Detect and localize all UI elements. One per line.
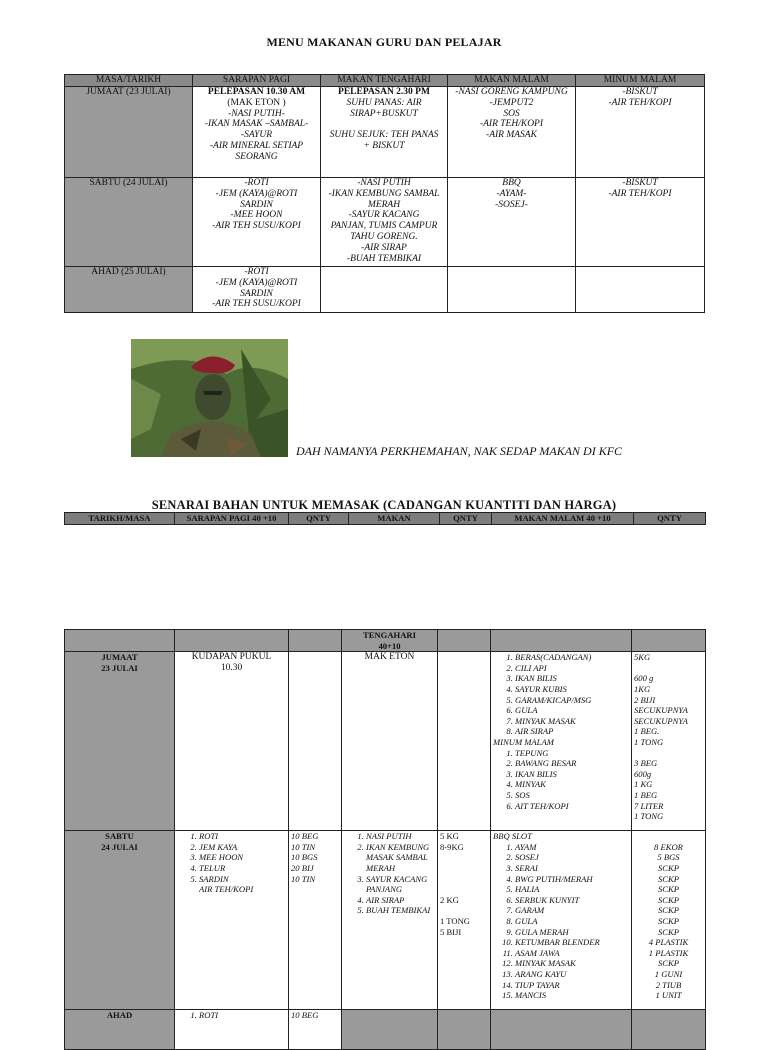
sarapan-line: 10.30 — [220, 662, 243, 673]
minum-item: 5. SOS — [515, 790, 629, 801]
menu-empty-cell — [448, 267, 576, 313]
menu-line: SOS — [503, 108, 520, 119]
date-line: 24 JULAI — [101, 841, 138, 852]
qty-line: SECUKUPNYA — [634, 705, 688, 716]
menu-row — [65, 267, 705, 313]
detail-empty-cell — [342, 1010, 438, 1050]
menu-sarapan-cell — [193, 178, 321, 267]
qty-line: 1 KG — [634, 779, 653, 790]
malam-item: 9. GULA MERAH — [515, 927, 629, 938]
qty-line: 1 UNIT — [655, 990, 682, 1001]
menu-line: MERAH — [367, 199, 401, 210]
minum-item: 6. AIT TEH/KOPI — [515, 801, 629, 812]
minum-item: 1. TEPUNG — [515, 748, 629, 759]
menu-line: PANJAN, TUMIS CAMPUR — [330, 221, 438, 232]
detail-empty-cell — [438, 1010, 491, 1050]
menu-header-cell: MAKAN TENGAHARI — [321, 75, 448, 87]
detail-header-cell — [632, 630, 706, 652]
list-header-table — [64, 512, 706, 525]
menu-header-cell: MASA/TARIKH — [65, 75, 193, 87]
menu-line: -BISKUT — [622, 178, 658, 188]
menu-line: -JEM (KAYA)@ROTI — [215, 277, 298, 288]
menu-line-blank — [323, 119, 445, 130]
malam-item: 8. GULA — [515, 916, 629, 927]
menu-line: SUHU SEJUK: TEH PANAS — [329, 130, 439, 141]
detail-empty-cell — [632, 1010, 706, 1050]
detail-malam-qty-cell — [632, 831, 706, 1010]
menu-line: -AIR TEH/KOPI — [479, 119, 544, 130]
malam-item: 12. MINYAK MASAK — [515, 958, 629, 969]
menu-minum-cell — [576, 178, 705, 267]
minum-item: 2. BAWANG BESAR — [515, 758, 629, 769]
menu-header-row — [65, 75, 705, 87]
qty-line — [440, 863, 488, 874]
detail-makan-qty-cell — [438, 831, 491, 1010]
qty-line: 10 TIN — [291, 873, 316, 884]
menu-line: -AIR MASAK — [486, 130, 537, 141]
qty-line: 1 TONG — [440, 915, 471, 926]
qty-line: 1 TONG — [634, 736, 664, 747]
menu-line: -MEE HOON — [230, 210, 283, 221]
sarapan-item: 3. MEE HOON — [199, 852, 286, 863]
qty-line: 1 BEG — [634, 789, 658, 800]
list-header-cell: QNTY — [634, 513, 706, 525]
qty-line: SECUKUPNYA — [634, 715, 688, 726]
photo-caption: DAH NAMANYA PERKHEMAHAN, NAK SEDAP MAKAN DI KFC — [296, 444, 623, 458]
menu-empty-cell — [321, 267, 448, 313]
page-title: MENU MAKANAN GURU DAN PELAJAR — [266, 35, 502, 49]
menu-line: -AIR TEH/KOPI — [608, 188, 672, 199]
menu-line: -AIR TEH SUSU/KOPI — [212, 221, 301, 232]
menu-line: SARDIN — [240, 288, 273, 299]
menu-line: -AIR TEH/KOPI — [608, 97, 672, 108]
malam-item: 8. AIR SIRAP — [515, 726, 629, 737]
qty-line: 4 PLASTIK — [648, 937, 689, 948]
menu-sarapan-cell — [193, 267, 321, 313]
qty-line: 5 KG — [440, 831, 459, 842]
date-line: SABTU — [105, 831, 134, 842]
detail-header-cell — [65, 630, 175, 652]
menu-line: SARDIN — [240, 199, 273, 210]
detail-sarapan-cell — [175, 652, 289, 831]
detail-row-jumaat — [65, 652, 706, 831]
qty-line: 8 EKOR — [654, 841, 683, 852]
qty-line: SCKP — [657, 905, 679, 916]
qty-line — [634, 663, 703, 674]
malam-item: 6. GULA — [515, 705, 629, 716]
detail-makan-cell: MAK ETON — [342, 652, 438, 831]
makan-item: 3. SAYUR KACANG PANJANG — [366, 874, 435, 895]
malam-item: 5. HALIA — [515, 884, 629, 895]
detail-table — [64, 629, 706, 1050]
makan-item: 1. NASI PUTIH — [366, 831, 435, 842]
qty-line: 1 GUNI — [654, 968, 683, 979]
malam-item: 3. IKAN BILIS — [515, 673, 629, 684]
malam-item: 14. TIUP TAYAR — [515, 980, 629, 991]
malam-item: 13. ARANG KAYU — [515, 969, 629, 980]
menu-row — [65, 178, 705, 267]
menu-line: -IKAN MASAK –SAMBAL- — [204, 119, 309, 130]
menu-sarapan-cell — [193, 87, 321, 178]
makan-item: 4. AIR SIRAP — [366, 895, 435, 906]
menu-row — [65, 87, 705, 178]
malam-item: 2. CILI API — [515, 663, 629, 674]
detail-header-tengahari — [342, 630, 438, 652]
detail-row-ahad — [65, 1010, 706, 1050]
qty-line: 600g — [634, 768, 652, 779]
qty-line: SCKP — [657, 873, 679, 884]
menu-line: -AIR MINERAL SETIAP — [209, 140, 304, 151]
malam-item: 2. SOSEJ — [515, 852, 629, 863]
qty-line: 2 BIJI — [634, 694, 656, 705]
detail-header-cell — [438, 630, 491, 652]
menu-line: TAHU GORENG. — [350, 231, 418, 242]
menu-line: -NASI GORENG KAMPUNG — [455, 87, 568, 97]
malam-item: 10. KETUMBAR BLENDER — [515, 937, 629, 948]
menu-line: -SAYUR KACANG — [348, 210, 420, 221]
qty-line: 1 BEG. — [634, 726, 660, 737]
detail-malam-cell — [491, 831, 632, 1010]
qty-line: 1KG — [634, 683, 651, 694]
qty-line: 3 BEG — [634, 758, 658, 769]
menu-header-cell: MAKAN MALAM — [448, 75, 576, 87]
qty-line: SCKP — [657, 958, 679, 969]
list-header-cell: QNTY — [440, 513, 492, 525]
detail-header-cell — [175, 630, 289, 652]
menu-line: SUHU PANAS: AIR — [346, 97, 422, 108]
qty-line — [440, 884, 488, 895]
malam-item: 4. SAYUR KUBIS — [515, 684, 629, 695]
malam-item: 5. GARAM/KICAP/MSG — [515, 695, 629, 706]
malam-item: 1. AYAM — [515, 842, 629, 853]
header-line: 40+10 — [378, 640, 401, 651]
menu-line: -BISKUT — [622, 87, 658, 97]
menu-line: SIRAP+BUSKUT — [350, 108, 418, 119]
menu-line: -JEM (KAYA)@ROTI — [215, 188, 298, 199]
detail-qty-cell — [438, 652, 491, 831]
sarapan-item: 2. JEM KAYA — [199, 842, 286, 853]
detail-sarapan-qty-cell — [289, 831, 342, 1010]
detail-qty-cell — [289, 652, 342, 831]
menu-date-cell: JUMAAT (23 JULAI) — [65, 87, 193, 178]
date-line: JUMAAT — [101, 652, 138, 663]
menu-line: BBQ — [502, 178, 521, 188]
qty-line — [634, 748, 703, 759]
menu-line: (MAK ETON ) — [227, 97, 286, 108]
detail-header-cell — [491, 630, 632, 652]
menu-line: SEORANG — [235, 151, 278, 162]
sarapan-extra: AIR TEH/KOPI — [199, 884, 254, 895]
qty-line: 1 PLASTIK — [648, 947, 689, 958]
menu-header-cell: MINUM MALAM — [576, 75, 705, 87]
minum-item: 4. MINYAK — [515, 779, 629, 790]
malam-label: BBQ SLOT — [493, 831, 532, 842]
qty-spacer — [634, 831, 703, 842]
sarapan-item: 4. TELUR — [199, 863, 286, 874]
detail-sarapan-cell — [175, 1010, 289, 1050]
qty-line: 5KG — [634, 652, 651, 663]
malam-item: 1. BERAS(CADANGAN) — [515, 652, 629, 663]
qty-line: SCKP — [657, 862, 679, 873]
menu-line: -AIR SIRAP — [361, 242, 407, 253]
detail-date-cell — [65, 652, 175, 831]
qty-line: SCKP — [657, 884, 679, 895]
list-header-cell: TARIKH/MASA — [65, 513, 175, 525]
menu-line: -SAYUR — [240, 130, 273, 141]
qty-line: 10 TIN — [291, 841, 316, 852]
qty-line: 600 g — [634, 673, 654, 684]
malam-item: 3. SERAI — [515, 863, 629, 874]
detail-header-row — [65, 630, 706, 652]
minum-label: MINUM MALAM — [493, 736, 554, 747]
detail-malam-cell — [491, 652, 632, 831]
list-header-cell: MAKAN — [349, 513, 440, 525]
malam-item: 7. MINYAK MASAK — [515, 716, 629, 727]
qty-line: SCKP — [657, 915, 679, 926]
menu-line: -JEMPUT2 — [489, 97, 534, 108]
malam-item: 6. SERBUK KUNYIT — [515, 895, 629, 906]
qty-line: 5 BIJI — [440, 926, 462, 937]
date-line: 23 JULAI — [101, 662, 138, 673]
menu-tengahari-cell — [321, 178, 448, 267]
menu-date-cell: AHAD (25 JULAI) — [65, 267, 193, 313]
detail-row-sabtu — [65, 831, 706, 1010]
menu-line: -BUAH TEMBIKAI — [346, 253, 422, 264]
menu-tengahari-cell — [321, 87, 448, 178]
detail-sarapan-cell — [175, 831, 289, 1010]
menu-table — [64, 74, 705, 313]
qty-line: 2 TIUB — [655, 979, 682, 990]
detail-makan-cell — [342, 831, 438, 1010]
qty-line: SCKP — [657, 926, 679, 937]
malam-item: 4. BWG PUTIH/MERAH — [515, 874, 629, 885]
soldier-photo-icon — [131, 339, 288, 457]
qty-line: 5 BGS — [657, 852, 680, 863]
sarapan-line: KUDAPAN PUKUL — [191, 652, 272, 663]
menu-minum-cell — [576, 87, 705, 178]
detail-date-cell: AHAD — [65, 1010, 175, 1050]
menu-line: -AIR TEH SUSU/KOPI — [212, 299, 301, 310]
menu-line: -NASI PUTIH — [357, 178, 411, 188]
list-header-cell: MAKAN MALAM 40 +10 — [492, 513, 634, 525]
malam-item: 15. MANCIS — [515, 990, 629, 1001]
menu-line: -SOSEJ- — [495, 199, 528, 210]
menu-date-cell: SABTU (24 JULAI) — [65, 178, 193, 267]
menu-malam-cell — [448, 87, 576, 178]
list-title: SENARAI BAHAN UNTUK MEMASAK (CADANGAN KUANTITI DAN HARGA) — [151, 498, 617, 512]
qty-line: 8-9KG — [440, 841, 464, 852]
menu-malam-cell — [448, 178, 576, 267]
header-line: TENGAHARI — [362, 630, 416, 640]
menu-header-cell: SARAPAN PAGI — [193, 75, 321, 87]
qty-line — [440, 852, 488, 863]
minum-item: 3. IKAN BILIS — [515, 769, 629, 780]
qty-line: SCKP — [657, 894, 679, 905]
list-header-cell: SARAPAN PAGI 40 +10 — [175, 513, 289, 525]
menu-line: -IKAN KEMBUNG SAMBAL — [328, 188, 440, 199]
qty-line: 20 BIJ — [291, 862, 314, 873]
qty-line: 7 LITER — [634, 800, 664, 811]
qty-line — [440, 874, 488, 885]
menu-line: PELEPASAN 10.30 AM — [207, 87, 306, 97]
menu-line: -NASI PUTIH- — [228, 108, 285, 119]
sarapan-item: 1. ROTI — [199, 1010, 286, 1021]
detail-empty-cell — [491, 1010, 632, 1050]
malam-item: 7. GARAM — [515, 905, 629, 916]
menu-empty-cell — [576, 267, 705, 313]
malam-item: 11. ASAM JAWA — [515, 948, 629, 959]
qty-line: 1 TONG — [634, 811, 664, 822]
detail-sarapan-qty-cell: 10 BEG — [289, 1010, 342, 1050]
makan-item: 5. BUAH TEMBIKAI — [366, 905, 435, 916]
soldier-photo — [131, 339, 288, 457]
makan-item: 2. IKAN KEMBUNG MASAK SAMBAL MERAH — [366, 842, 435, 874]
qty-line: 10 BGS — [291, 852, 318, 863]
detail-date-cell — [65, 831, 175, 1010]
qty-line — [440, 905, 488, 916]
menu-line: PELEPASAN 2.30 PM — [338, 87, 430, 97]
list-header-cell: QNTY — [289, 513, 349, 525]
menu-line: -AYAM- — [496, 188, 527, 199]
menu-line: -ROTI — [244, 178, 269, 188]
list-header-row — [65, 513, 706, 525]
detail-header-cell — [289, 630, 342, 652]
menu-line: + BISKUT — [363, 140, 405, 151]
menu-line: -ROTI — [244, 267, 269, 277]
qty-line: 10 BEG — [291, 831, 319, 842]
sarapan-item: 5. SARDIN — [199, 874, 286, 885]
detail-malam-qty-cell — [632, 652, 706, 831]
qty-line: 2 KG — [440, 894, 459, 905]
sarapan-item: 1. ROTI — [199, 831, 286, 842]
